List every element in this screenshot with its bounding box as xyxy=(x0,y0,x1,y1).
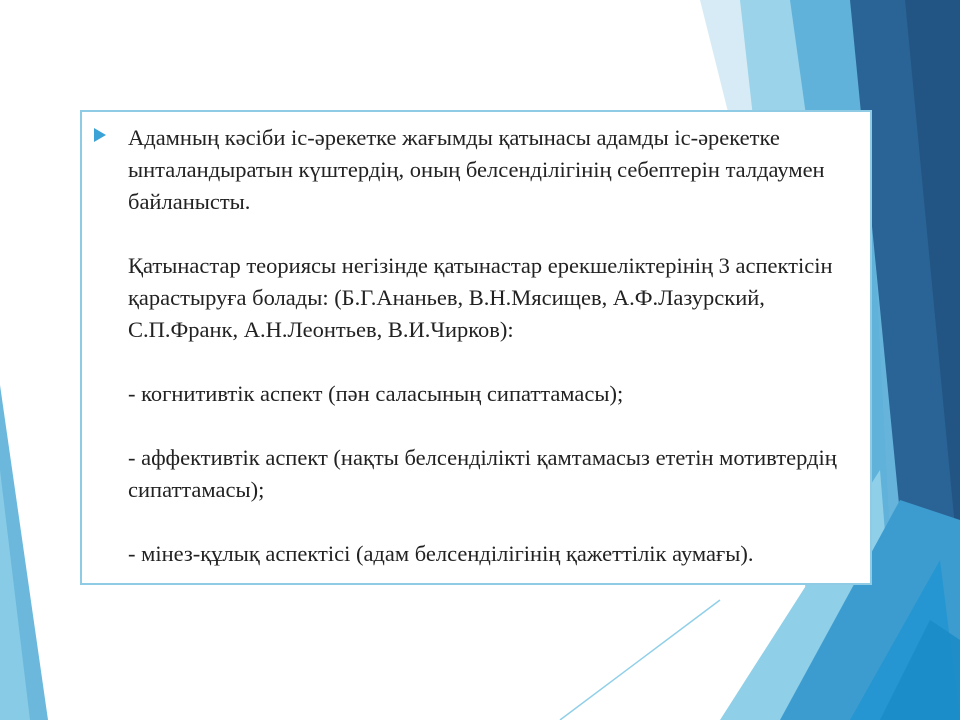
bottom-diagonal-line xyxy=(560,600,720,720)
paragraph-behavioral-aspect: - мінез-құлық аспектісі (адам белсенділігінің қажеттілік аумағы). xyxy=(128,541,754,566)
paragraph-cognitive-aspect: - когнитивтік аспект (пән саласының сипаттамасы); xyxy=(128,381,624,406)
bullet-text xyxy=(128,122,848,570)
content-box xyxy=(80,110,872,585)
triangle-bullet-icon xyxy=(94,128,106,142)
paragraph-affective-aspect: - аффективтік аспект (нақты белсенділікті қамтамасыз ететін мотивтердің сипаттамасы); xyxy=(128,445,837,502)
paragraph-theory: Қатынастар теориясы негізінде қатынастар ерекшеліктерінің 3 аспектісін қарастыруға болады: (Б.Г.Ананьев, В.Н.Мясищев, А.Ф.Лазурский, С.П.Франк, А.Н.Леонтьев, В.И.Чирков): xyxy=(128,253,833,342)
paragraph-intro: Адамның кәсіби іс-әрекетке жағымды қатынасы адамды іс-әрекетке ынталандыратын күштердің, оның белсенділігінің себептерін талдаумен байланысты. xyxy=(128,125,825,214)
